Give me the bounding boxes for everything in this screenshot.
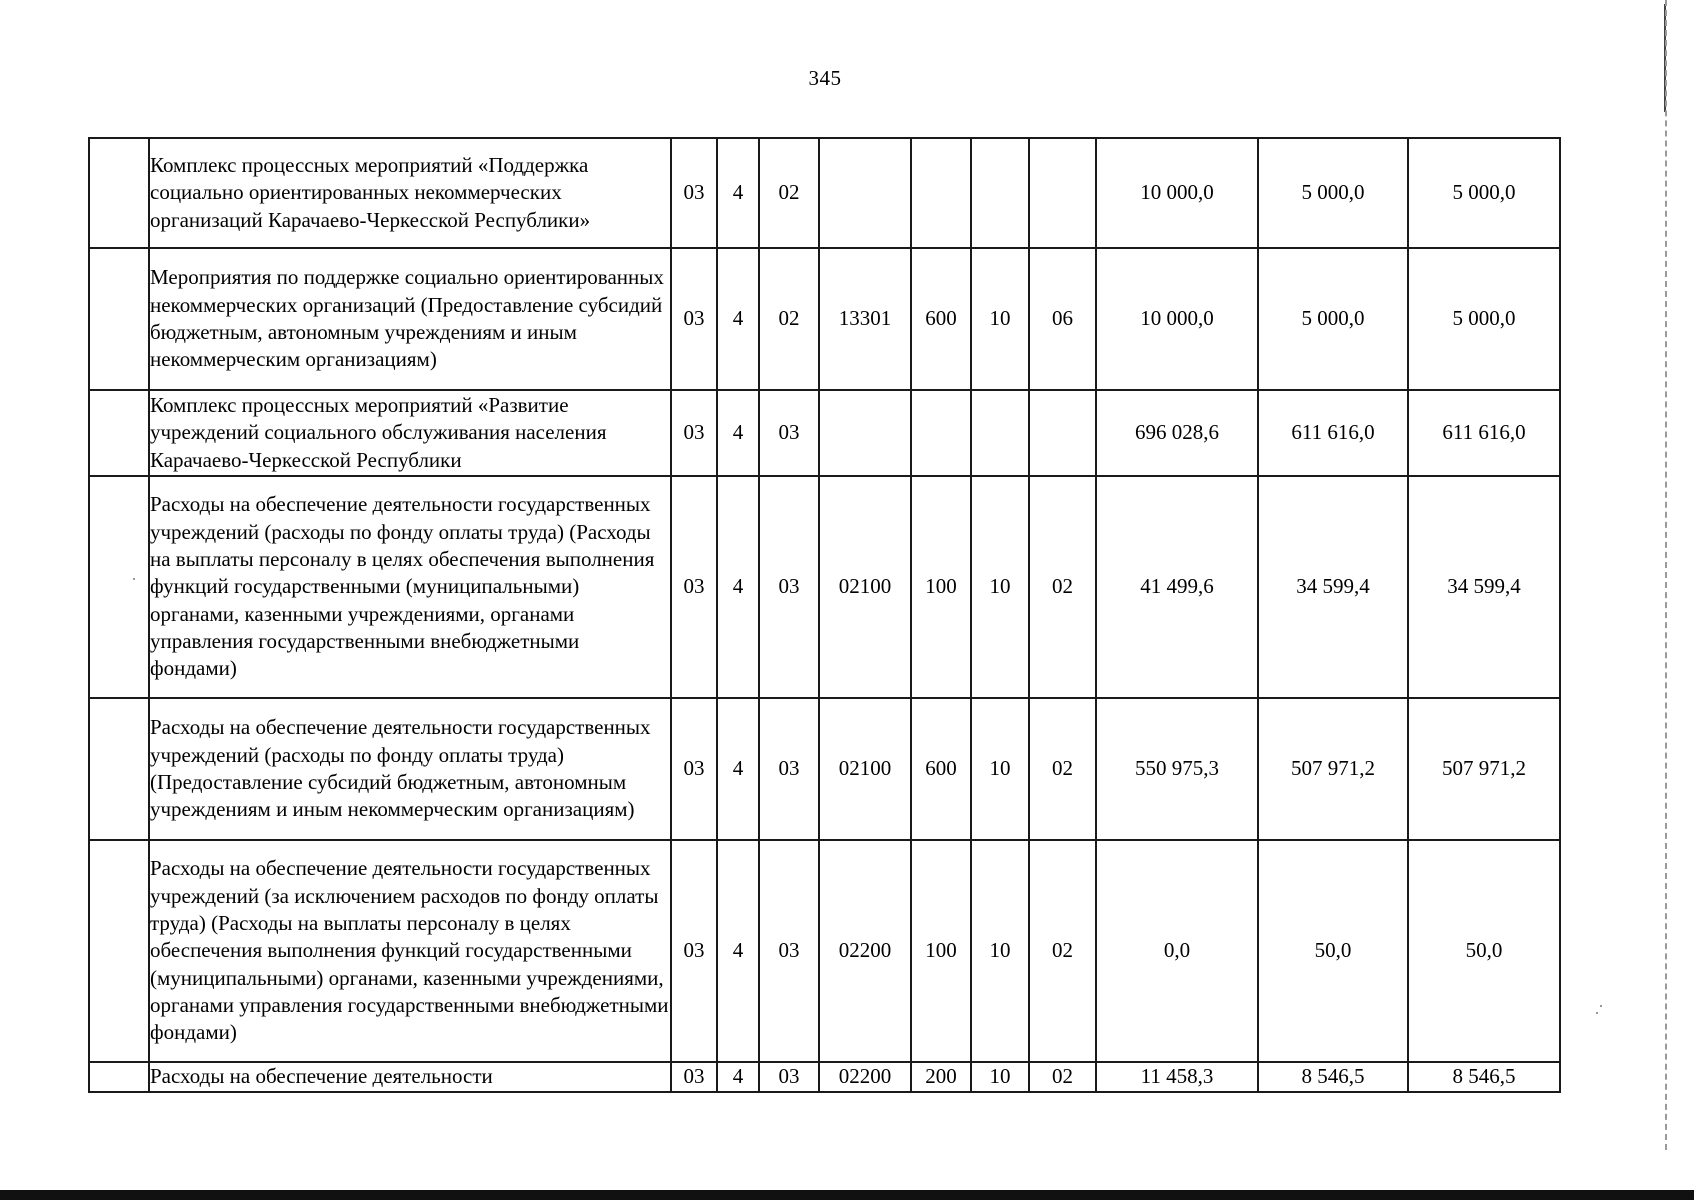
- gp-code-cell: 03: [671, 248, 717, 390]
- amount-2-cell: 5 000,0: [1258, 248, 1408, 390]
- amount-3-cell: 611 616,0: [1408, 390, 1560, 476]
- amount-1-cell: 11 458,3: [1096, 1062, 1258, 1092]
- amount-2-cell: 34 599,4: [1258, 476, 1408, 698]
- rz-code-cell: 10: [971, 840, 1029, 1062]
- row-number-cell: [89, 1062, 149, 1092]
- amount-1-cell: 696 028,6: [1096, 390, 1258, 476]
- om-code-cell: 03: [759, 840, 819, 1062]
- vr-code-cell: 600: [911, 248, 971, 390]
- amount-3-cell: 34 599,4: [1408, 476, 1560, 698]
- table-row: [89, 840, 1560, 1062]
- direction-code-cell: 02200: [819, 1062, 911, 1092]
- amount-3-cell: 507 971,2: [1408, 698, 1560, 840]
- amount-3-cell: 50,0: [1408, 840, 1560, 1062]
- gp-code-cell: 03: [671, 390, 717, 476]
- amount-1-cell: 550 975,3: [1096, 698, 1258, 840]
- expense-name-cell: Расходы на обеспечение деятельности государственных учреждений (за исключением расходов по фонду оплаты труда) (Расходы на выплаты персоналу в целях обеспечения выполнения функций государственными (муниципальными) органами, казенными учреждениями, органами управления государственными внебюджетными фондами): [149, 840, 671, 1062]
- pr-code-cell: 02: [1029, 1062, 1096, 1092]
- vr-code-cell: [911, 138, 971, 248]
- vr-code-cell: 200: [911, 1062, 971, 1092]
- vr-code-cell: 100: [911, 476, 971, 698]
- gp-code-cell: 03: [671, 698, 717, 840]
- expense-name-cell: Мероприятия по поддержке социально ориентированных некоммерческих организаций (Предоставление субсидий бюджетным, автономным учреждениям и иным некоммерческим организациям): [149, 248, 671, 390]
- page-number: 345: [808, 66, 842, 90]
- om-code-cell: 02: [759, 138, 819, 248]
- direction-code-cell: 02100: [819, 476, 911, 698]
- row-number-cell: [89, 840, 149, 1062]
- amount-1-cell: 10 000,0: [1096, 138, 1258, 248]
- vr-code-cell: 600: [911, 698, 971, 840]
- amount-2-cell: 8 546,5: [1258, 1062, 1408, 1092]
- row-number-cell: [89, 698, 149, 840]
- om-code-cell: 03: [759, 476, 819, 698]
- expense-name-cell: Расходы на обеспечение деятельности государственных учреждений (расходы по фонду оплаты труда) (Расходы на выплаты персоналу в целях обеспечения выполнения функций государственными (муниципальными) органами, казенными учреждениями, органами управления государственными внебюджетными фондами): [149, 476, 671, 698]
- pp-code-cell: 4: [717, 248, 759, 390]
- row-number-cell: [89, 248, 149, 390]
- expense-name-cell: Комплекс процессных мероприятий «Развитие учреждений социального обслуживания населения Карачаево-Черкесской Республики: [149, 390, 671, 476]
- expense-name-cell: Комплекс процессных мероприятий «Поддержка социально ориентированных некоммерческих организаций Карачаево-Черкесской Республики»: [149, 138, 671, 248]
- pp-code-cell: 4: [717, 390, 759, 476]
- direction-code-cell: 02100: [819, 698, 911, 840]
- rz-code-cell: 10: [971, 248, 1029, 390]
- rz-code-cell: 10: [971, 1062, 1029, 1092]
- rz-code-cell: 10: [971, 698, 1029, 840]
- table-row: [89, 248, 1560, 390]
- pp-code-cell: 4: [717, 840, 759, 1062]
- gp-code-cell: 03: [671, 1062, 717, 1092]
- table-row: [89, 1062, 1560, 1092]
- rz-code-cell: [971, 390, 1029, 476]
- gp-code-cell: 03: [671, 476, 717, 698]
- om-code-cell: 03: [759, 698, 819, 840]
- om-code-cell: 03: [759, 390, 819, 476]
- margin-rule-dashed: [1665, 0, 1667, 1150]
- table-row: [89, 476, 1560, 698]
- pp-code-cell: 4: [717, 476, 759, 698]
- pr-code-cell: 06: [1029, 248, 1096, 390]
- gp-code-cell: 03: [671, 138, 717, 248]
- amount-1-cell: 41 499,6: [1096, 476, 1258, 698]
- rz-code-cell: 10: [971, 476, 1029, 698]
- pr-code-cell: 02: [1029, 698, 1096, 840]
- gp-code-cell: 03: [671, 840, 717, 1062]
- om-code-cell: 02: [759, 248, 819, 390]
- amount-3-cell: 8 546,5: [1408, 1062, 1560, 1092]
- expense-name-cell: Расходы на обеспечение деятельности государственных учреждений (расходы по фонду оплаты труда) (Предоставление субсидий бюджетным, автономным учреждениям и иным некоммерческим организациям): [149, 698, 671, 840]
- om-code-cell: 03: [759, 1062, 819, 1092]
- pp-code-cell: 4: [717, 1062, 759, 1092]
- table-row: [89, 138, 1560, 248]
- pr-code-cell: 02: [1029, 840, 1096, 1062]
- row-number-cell: [89, 390, 149, 476]
- budget-table: [88, 137, 1561, 1093]
- amount-1-cell: 10 000,0: [1096, 248, 1258, 390]
- direction-code-cell: 13301: [819, 248, 911, 390]
- amount-3-cell: 5 000,0: [1408, 248, 1560, 390]
- pp-code-cell: 4: [717, 138, 759, 248]
- direction-code-cell: [819, 138, 911, 248]
- direction-code-cell: 02200: [819, 840, 911, 1062]
- amount-2-cell: 507 971,2: [1258, 698, 1408, 840]
- pp-code-cell: 4: [717, 698, 759, 840]
- table-row: [89, 390, 1560, 476]
- row-number-cell: [89, 476, 149, 698]
- expense-name-cell: Расходы на обеспечение деятельности: [149, 1062, 671, 1092]
- direction-code-cell: [819, 390, 911, 476]
- amount-2-cell: 611 616,0: [1258, 390, 1408, 476]
- table-row: [89, 698, 1560, 840]
- pr-code-cell: [1029, 390, 1096, 476]
- amount-2-cell: 5 000,0: [1258, 138, 1408, 248]
- pr-code-cell: 02: [1029, 476, 1096, 698]
- rz-code-cell: [971, 138, 1029, 248]
- pr-code-cell: [1029, 138, 1096, 248]
- bottom-scan-bar: [0, 1190, 1694, 1200]
- amount-1-cell: 0,0: [1096, 840, 1258, 1062]
- vr-code-cell: 100: [911, 840, 971, 1062]
- vr-code-cell: [911, 390, 971, 476]
- amount-2-cell: 50,0: [1258, 840, 1408, 1062]
- amount-3-cell: 5 000,0: [1408, 138, 1560, 248]
- row-number-cell: [89, 138, 149, 248]
